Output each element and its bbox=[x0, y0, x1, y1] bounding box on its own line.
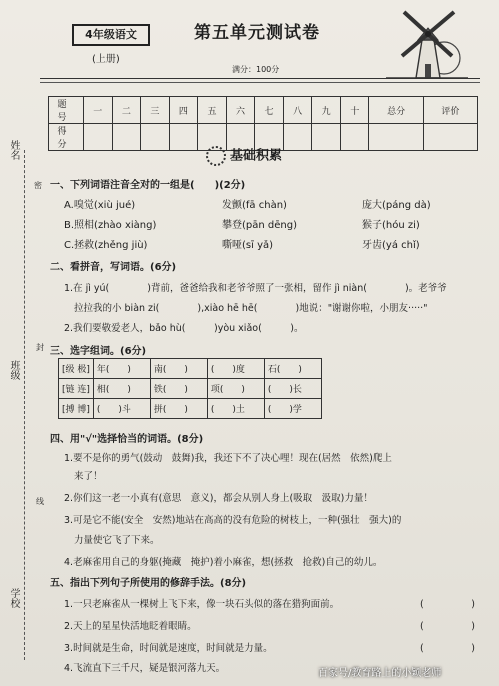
q4-line: 4.老麻雀用自己的身躯(掩藏 掩护)着小麻雀，想(拯救 抢救)自己的幼儿。 bbox=[64, 557, 383, 568]
score-cell bbox=[423, 124, 477, 151]
q2-line: 拉拉我的小 biàn zi( ),xiào hē hē( )地说："谢谢你啦，小朋友·····" bbox=[74, 303, 428, 314]
word-group-table bbox=[58, 358, 322, 419]
q5-answer-blank: ( ) bbox=[420, 643, 475, 654]
word-blank: ( )度 bbox=[207, 359, 264, 379]
q5-title: 五、指出下列句子所使用的修辞手法。(8分) bbox=[50, 578, 247, 589]
school-label: 学校 bbox=[8, 588, 19, 608]
word-blank: 拼( ) bbox=[150, 399, 207, 419]
score-col: 七 bbox=[255, 97, 284, 124]
binding-line bbox=[24, 150, 26, 660]
section-banner: 基础积累 bbox=[206, 146, 346, 166]
q1-option: 嘶哑(sī yǎ) bbox=[222, 240, 274, 251]
word-blank: ( )长 bbox=[264, 379, 321, 399]
page-title: 第五单元测试卷 bbox=[194, 23, 320, 43]
word-blank: 相( ) bbox=[93, 379, 150, 399]
watermark: 百家号/教育路上的小颖老师 bbox=[318, 668, 442, 679]
q1-option: C.拯救(zhěng jiù) bbox=[64, 240, 148, 251]
score-col: 一 bbox=[84, 97, 113, 124]
score-col: 评价 bbox=[423, 97, 477, 124]
q2-line: 1.在 jì yú( )背前，爸爸给我和老爷爷照了一张相，留作 jì niàn( )。老爷爷 bbox=[64, 283, 447, 294]
score-cell bbox=[169, 124, 198, 151]
q3-title: 三、选字组词。(6分) bbox=[50, 346, 147, 357]
word-blank: ( )斗 bbox=[93, 399, 150, 419]
word-blank: 石( ) bbox=[264, 359, 321, 379]
windmill-icon bbox=[382, 6, 472, 82]
word-blank: 年( ) bbox=[93, 359, 150, 379]
q4-title: 四、用"√"选择恰当的词语。(8分) bbox=[50, 434, 204, 445]
word-blank: ( )土 bbox=[207, 399, 264, 419]
q1-option: 庞大(páng dà) bbox=[362, 200, 431, 211]
flower-icon bbox=[206, 146, 226, 166]
score-table bbox=[48, 96, 478, 151]
q1-option: 发颤(fā chàn) bbox=[222, 200, 287, 211]
word-blank: 铁( ) bbox=[150, 379, 207, 399]
divider bbox=[40, 82, 480, 83]
score-cell bbox=[112, 124, 141, 151]
char-pair: [搏 博] bbox=[59, 399, 94, 419]
q1-option: 攀登(pān dēng) bbox=[222, 220, 297, 231]
score-col: 六 bbox=[226, 97, 255, 124]
score-cell bbox=[141, 124, 170, 151]
q4-line: 2.你们这一老一小真有(意思 意义)，都会从别人身上(吸取 汲取)力量！ bbox=[64, 493, 373, 504]
q4-line: 来了！ bbox=[74, 471, 103, 482]
q1-option: 猴子(hóu zi) bbox=[362, 220, 420, 231]
score-row-label: 题 号 bbox=[49, 97, 84, 124]
q1-option: B.照相(zhào xiàng) bbox=[64, 220, 157, 231]
full-score: 满分：100分 bbox=[232, 65, 280, 74]
q4-line: 3.可是它不能(安全 安然)地站在高高的没有危险的树枝上，一种(强壮 强大)的 bbox=[64, 515, 402, 526]
q2-line: 2.我们要敬爱老人，bǎo hù( )yòu xiǎo( )。 bbox=[64, 323, 304, 334]
q5-answer-blank: ( ) bbox=[420, 599, 475, 610]
q5-item: 3.时间就是生命，时间就是速度，时间就是力量。 bbox=[64, 643, 273, 654]
q5-answer-blank: ( ) bbox=[420, 621, 475, 632]
q5-item: 1.一只老麻雀从一棵树上飞下来，像一块石头似的落在猎狗面前。 bbox=[64, 599, 340, 610]
word-blank: 项( ) bbox=[207, 379, 264, 399]
score-col: 五 bbox=[198, 97, 227, 124]
q5-item: 4.飞流直下三千尺，疑是银河落九天。 bbox=[64, 663, 226, 674]
grade-label: 4年级语文 bbox=[72, 24, 150, 46]
score-col: 九 bbox=[312, 97, 341, 124]
seal-mark: 封 bbox=[36, 343, 44, 352]
score-col: 四 bbox=[169, 97, 198, 124]
char-pair: [链 连] bbox=[59, 379, 94, 399]
q1-title: 一、下列词语注音全对的一组是( )(2分) bbox=[50, 180, 246, 191]
q1-option: A.嗅觉(xiù jué) bbox=[64, 200, 136, 211]
word-blank: ( )学 bbox=[264, 399, 321, 419]
q5-item: 2.天上的星星快活地眨着眼睛。 bbox=[64, 621, 197, 632]
term-label: (上册) bbox=[92, 54, 120, 65]
score-col: 八 bbox=[283, 97, 312, 124]
name-label: 姓名 bbox=[8, 140, 19, 160]
score-cell bbox=[369, 124, 423, 151]
score-row-label: 得 分 bbox=[49, 124, 84, 151]
line-mark: 线 bbox=[36, 497, 44, 506]
score-col: 十 bbox=[340, 97, 369, 124]
score-col: 二 bbox=[112, 97, 141, 124]
q4-line: 1.要不是你的勇气(鼓动 鼓舞)我，我还下不了决心哩！现在(居然 依然)爬上 bbox=[64, 453, 392, 464]
score-col: 三 bbox=[141, 97, 170, 124]
q1-option: 牙齿(yá chǐ) bbox=[362, 240, 420, 251]
q4-line: 力量使它飞了下来。 bbox=[74, 535, 160, 546]
char-pair: [级 极] bbox=[59, 359, 94, 379]
score-cell bbox=[84, 124, 113, 151]
q2-title: 二、看拼音，写词语。(6分) bbox=[50, 262, 177, 273]
score-col: 总分 bbox=[369, 97, 423, 124]
seal-mark: 密 bbox=[34, 181, 42, 190]
word-blank: 南( ) bbox=[150, 359, 207, 379]
class-label: 班级 bbox=[8, 360, 19, 380]
